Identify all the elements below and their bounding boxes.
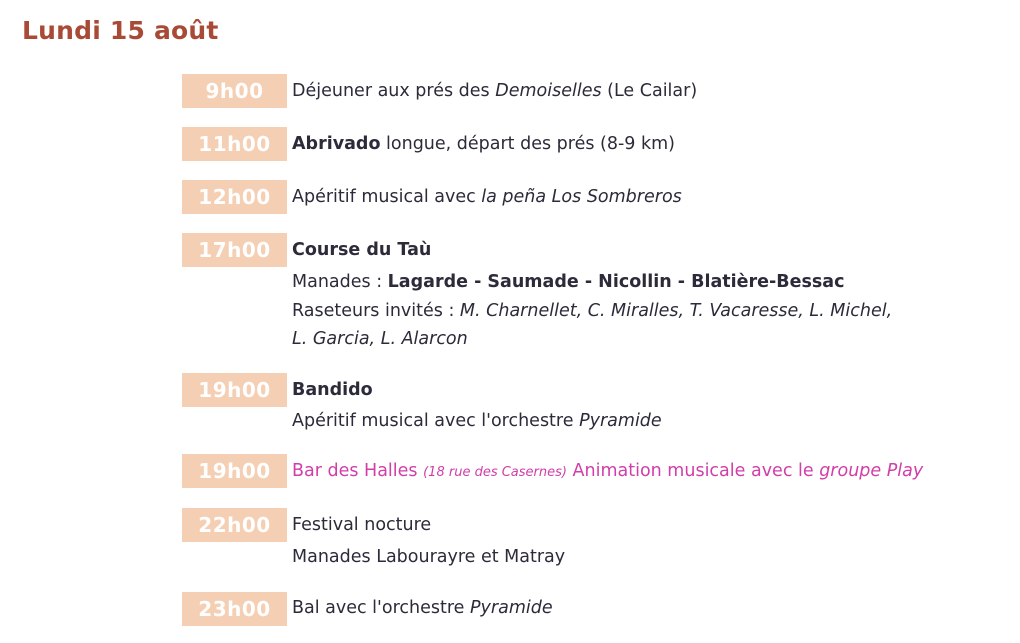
time-badge: 12h00 bbox=[182, 180, 287, 214]
event-description bbox=[292, 186, 682, 208]
time-badge: 19h00 bbox=[182, 373, 287, 407]
time-badge: 22h00 bbox=[182, 508, 287, 542]
time-badge: 19h00 bbox=[182, 454, 287, 488]
venue: Bar des Halles bbox=[292, 461, 424, 481]
raseteurs-line-2: L. Garcia, L. Alarcon bbox=[292, 329, 468, 349]
text: Apéritif musical avec l'orchestre bbox=[292, 411, 580, 431]
text: Apéritif musical avec bbox=[292, 187, 482, 207]
text-italic: groupe Play bbox=[819, 461, 924, 481]
event-description: Festival nocture bbox=[292, 515, 432, 535]
venue-address: (18 rue des Casernes) bbox=[423, 465, 567, 480]
event-description-2: Manades Labourayre et Matray bbox=[292, 547, 566, 567]
event-description bbox=[292, 460, 923, 484]
event-title: Course du Taù bbox=[292, 240, 432, 260]
text: Déjeuner aux prés des bbox=[292, 81, 496, 101]
text-bold: Abrivado bbox=[292, 134, 381, 154]
event-description bbox=[292, 80, 697, 102]
event-description bbox=[292, 597, 553, 619]
time-badge: 9h00 bbox=[182, 74, 287, 108]
event-description bbox=[292, 410, 662, 432]
text-italic: Pyramide bbox=[469, 598, 553, 618]
text: longue, départ des prés (8-9 km) bbox=[380, 134, 676, 154]
text-italic: Pyramide bbox=[579, 411, 662, 431]
manades-label: Manades : bbox=[292, 272, 388, 292]
text: Bal avec l'orchestre bbox=[292, 598, 470, 618]
text-italic: la peña Los Sombreros bbox=[481, 187, 682, 207]
day-title: Lundi 15 août bbox=[22, 16, 219, 45]
text-italic: Demoiselles bbox=[495, 81, 602, 101]
raseteurs-names: M. Charnellet, C. Miralles, T. Vacaresse, L. Michel, bbox=[459, 301, 893, 321]
text: (Le Cailar) bbox=[601, 81, 698, 101]
raseteurs-line bbox=[292, 300, 892, 322]
time-badge: 17h00 bbox=[182, 233, 287, 267]
time-badge: 11h00 bbox=[182, 127, 287, 161]
event-description bbox=[292, 133, 675, 155]
raseteurs-label: Raseteurs invités : bbox=[292, 301, 460, 321]
manades-names: Lagarde - Saumade - Nicollin - Blatière-Bessac bbox=[387, 272, 845, 292]
manades-line bbox=[292, 271, 845, 293]
time-badge: 23h00 bbox=[182, 592, 287, 626]
text: Animation musicale avec le bbox=[566, 461, 820, 481]
event-title: Bandido bbox=[292, 380, 373, 400]
